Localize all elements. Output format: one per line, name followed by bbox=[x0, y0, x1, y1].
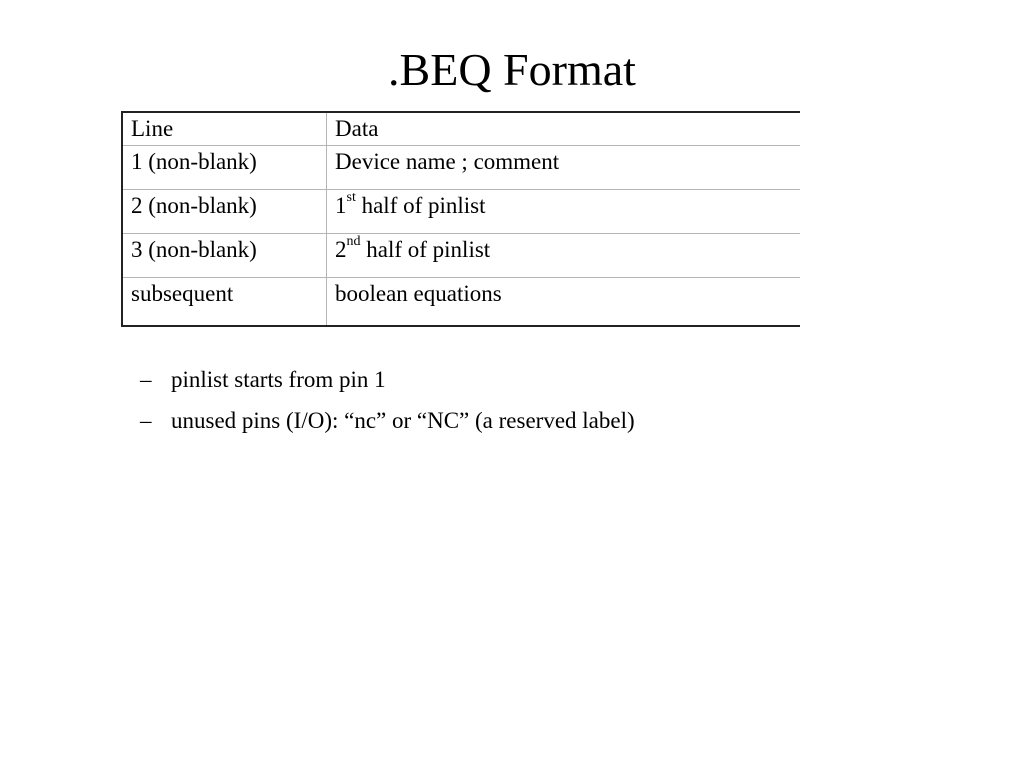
line-cell: 3 (non-blank) bbox=[122, 234, 327, 278]
data-cell bbox=[327, 190, 801, 234]
data-text-suffix: half of pinlist bbox=[360, 237, 491, 262]
line-cell: 1 (non-blank) bbox=[122, 146, 327, 190]
table-row bbox=[122, 190, 800, 234]
ordinal-suffix: st bbox=[346, 190, 356, 206]
column-header-line: Line bbox=[122, 112, 327, 146]
bullet-item bbox=[140, 405, 635, 446]
table-row bbox=[122, 146, 800, 190]
data-cell bbox=[327, 234, 801, 278]
data-cell bbox=[327, 146, 801, 190]
data-text: 2 bbox=[335, 237, 347, 262]
bullet-text: pinlist starts from pin 1 bbox=[171, 367, 386, 392]
data-text: Device name ; comment bbox=[335, 149, 560, 174]
table-row bbox=[122, 234, 800, 278]
bullet-list bbox=[140, 364, 635, 446]
slide-title: .BEQ Format bbox=[388, 44, 636, 95]
ordinal-suffix: nd bbox=[346, 234, 361, 250]
data-cell bbox=[327, 278, 801, 327]
data-text: boolean equations bbox=[335, 281, 502, 306]
beq-format-table bbox=[121, 111, 800, 327]
line-cell: 2 (non-blank) bbox=[122, 190, 327, 234]
line-cell: subsequent bbox=[122, 278, 327, 327]
data-text: 1 bbox=[335, 193, 347, 218]
table-row bbox=[122, 278, 800, 327]
column-header-data: Data bbox=[327, 112, 801, 146]
dash-marker: – bbox=[140, 408, 152, 433]
bullet-text: unused pins (I/O): “nc” or “NC” (a reserved label) bbox=[171, 408, 635, 433]
dash-marker: – bbox=[140, 367, 152, 392]
bullet-item bbox=[140, 364, 635, 405]
table-header-row bbox=[122, 112, 800, 146]
data-text-suffix: half of pinlist bbox=[355, 193, 486, 218]
